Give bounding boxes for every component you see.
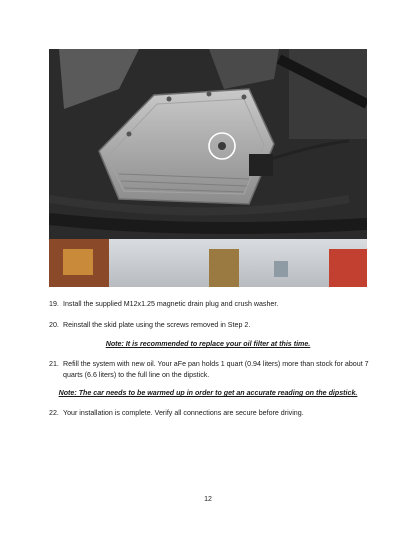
step-20: [49, 320, 371, 331]
step-text: Install the supplied M12x1.25 magnetic drain plug and crush washer.: [63, 300, 279, 308]
oil-pan-photo: [49, 49, 367, 287]
step-number: 20.: [49, 321, 59, 329]
oil-pan-drain-plug-photo: [49, 49, 367, 287]
step-19: [49, 299, 371, 310]
step-text: Reinstall the skid plate using the screws removed in Step 2.: [63, 321, 251, 329]
step-21: [49, 359, 371, 380]
step-number: 19.: [49, 300, 59, 308]
step-text: Your installation is complete. Verify all connections are secure before driving.: [63, 409, 304, 417]
oil-filter-note: Note: It is recommended to replace your oil filter at this time.: [105, 340, 311, 348]
step-text: Refill the system with new oil. Your aFe pan holds 1 quart (0.94 liters) more than stock for about 7 quarts (6.6 liters) to the full line on the dipstick.: [63, 360, 369, 379]
step-number: 22.: [49, 409, 59, 417]
step-22: [49, 408, 371, 419]
step-number: 21.: [49, 360, 59, 368]
page-number: 12: [204, 496, 212, 503]
warm-up-note: Note: The car needs to be warmed up in order to get an accurate reading on the dipstick.: [58, 389, 358, 397]
